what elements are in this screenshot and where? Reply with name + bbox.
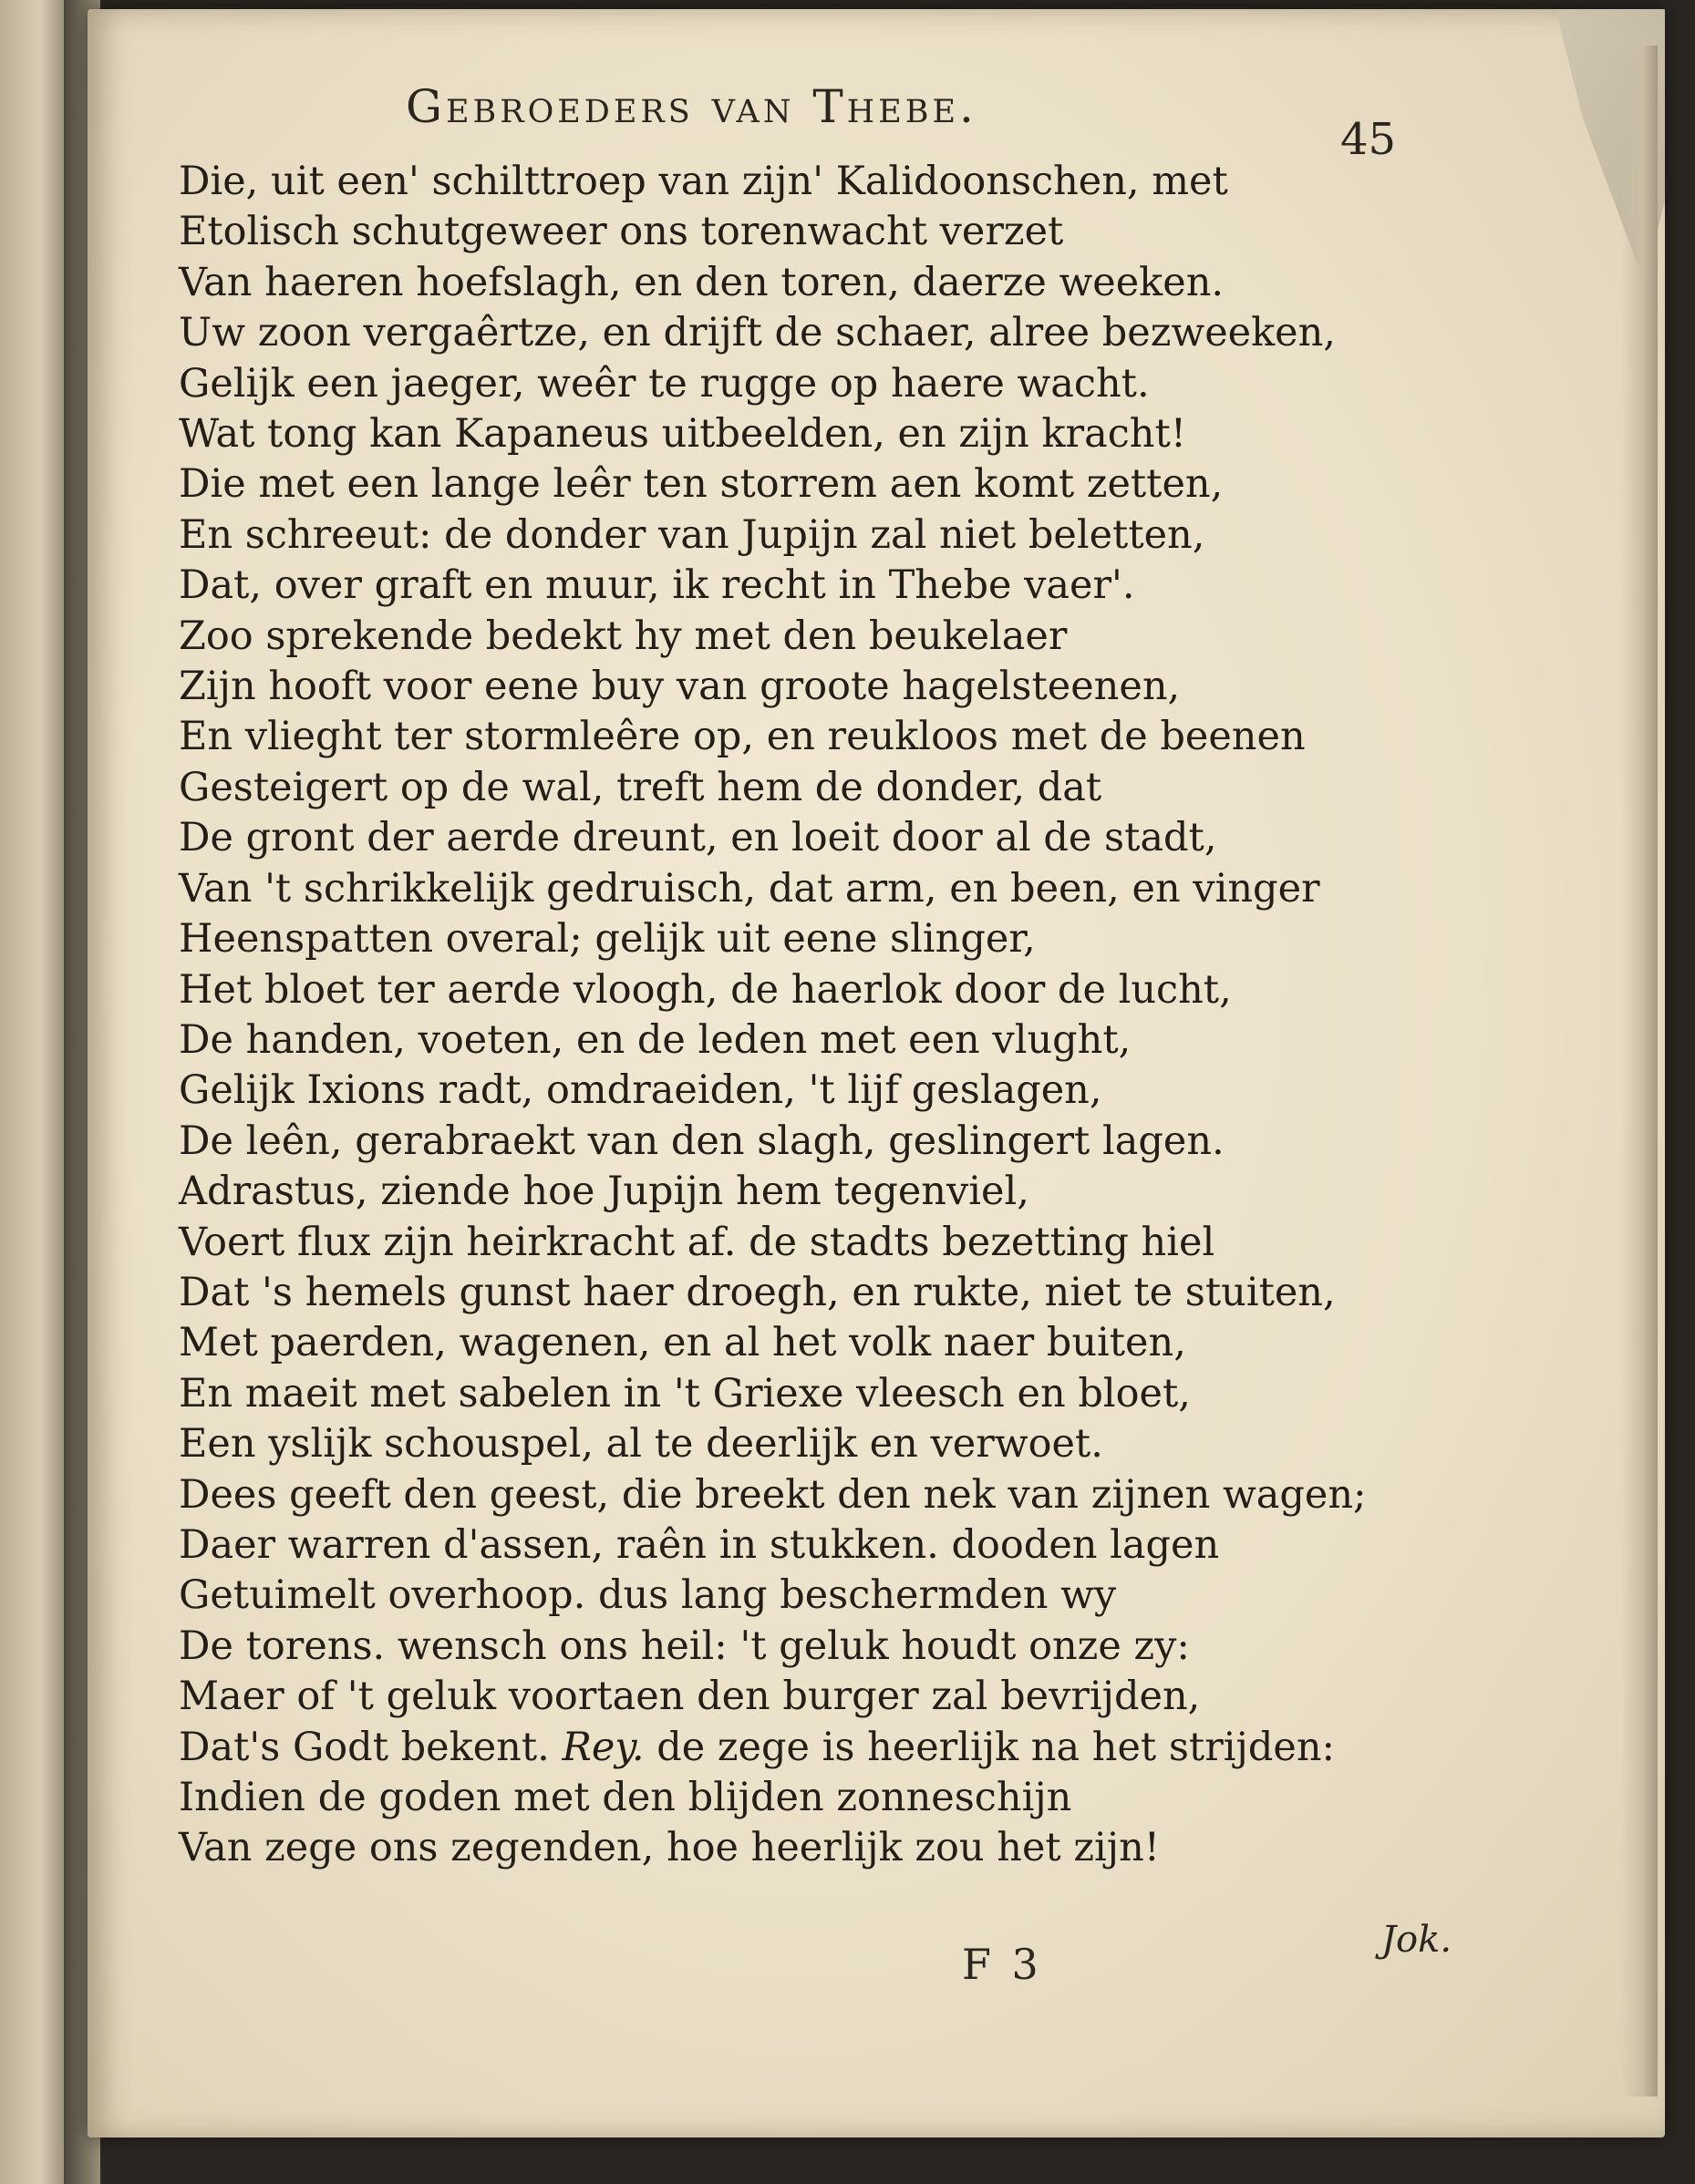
verse-line: Voert flux zijn heirkracht af. de stadts bezetting hiel [179, 1219, 1215, 1265]
verse-line: Een yslijk schouspel, al te deerlijk en verwoet. [179, 1421, 1103, 1468]
verse-line: Wat tong kan Kapaneus uitbeelden, en zijn kracht! [179, 411, 1187, 458]
verse-line: De leên, gerabraekt van den slagh, geslingert lagen. [179, 1118, 1225, 1164]
verse-line: En maeit met sabelen in 't Griexe vleesch en bloet, [179, 1370, 1191, 1417]
verse-line: Etolisch schutgeweer ons torenwacht verzet [179, 209, 1064, 255]
verse-line: Van 't schrikkelijk gedruisch, dat arm, en been, en vinger [179, 865, 1320, 912]
verse-line: Die, uit een' schilttroep van zijn' Kalidoonschen, met [179, 159, 1228, 204]
catchword: Jok. [1381, 1919, 1452, 1961]
verse-line-text: Dat's Godt bekent. [179, 1724, 563, 1770]
verse-line: Indien de goden met den blijden zonneschijn [179, 1775, 1072, 1820]
verse-line: Met paerden, wagenen, en al het volk naer buiten, [179, 1320, 1186, 1366]
verse-line: Gelijk een jaeger, weêr te rugge op haere wacht. [179, 360, 1150, 407]
signature-mark: F 3 [962, 1940, 1042, 1989]
verse-line: Die met een lange leêr ten storrem aen komt zetten, [179, 461, 1224, 508]
verse-line: Dat, over graft en muur, ik recht in Thebe vaer'. [179, 562, 1135, 609]
running-head: Gebroeders van Thebe. [406, 80, 977, 133]
verse-line: En schreeut: de donder van Jupijn zal niet beletten, [179, 511, 1205, 558]
verse-line: Heenspatten overal; gelijk uit eene slinger, [179, 916, 1036, 963]
verse-line: Zoo sprekende bedekt hy met den beukelaer [179, 613, 1068, 659]
verse-line: Uw zoon vergaêrtze, en drijft de schaer, alree bezweeken, [179, 310, 1336, 356]
page-edge-shadow [1621, 46, 1658, 2096]
speaker-label: Rey. [562, 1724, 645, 1770]
verse-line: Maer of 't geluk voortaen den burger zal bevrijden, [179, 1674, 1201, 1720]
verse-text [179, 157, 1483, 1874]
verse-line [179, 1723, 1483, 1773]
verse-line: Dat 's hemels gunst haer droegh, en rukte, niet te stuiten, [179, 1269, 1336, 1315]
verse-line: Van zege ons zegenden, hoe heerlijk zou het zijn! [179, 1825, 1161, 1871]
verse-line: Adrastus, ziende hoe Jupijn hem tegenviel, [179, 1169, 1029, 1215]
verse-line: Daer warren d'assen, raên in stukken. dooden lagen [179, 1521, 1220, 1568]
verse-line: Het bloet ter aerde vloogh, de haerlok door de lucht, [179, 966, 1232, 1013]
verse-line: De handen, voeten, en de leden met een vlught, [179, 1016, 1132, 1063]
verse-line: De torens. wensch ons heil: 't geluk houdt onze zy: [179, 1623, 1190, 1669]
facing-page-edge [0, 0, 71, 2184]
verse-line: Van haeren hoefslagh, en den toren, daerze weeken. [179, 259, 1225, 305]
verse-line: En vlieght ter stormleêre op, en reukloos met de beenen [179, 714, 1306, 760]
verse-line: Dees geeft den geest, die breekt den nek van zijnen wagen; [179, 1471, 1367, 1518]
verse-line: De gront der aerde dreunt, en loeit door al de stadt, [179, 815, 1217, 861]
verse-line: Gesteigert op de wal, treft hem de donder, dat [179, 764, 1102, 810]
verse-line: Getuimelt overhoop. dus lang beschermden wy [179, 1572, 1117, 1619]
verse-line: Zijn hooft voor eene buy van groote hagelsteenen, [179, 664, 1181, 710]
verse-line: Gelijk Ixions radt, omdraeiden, 't lijf geslagen, [179, 1067, 1102, 1114]
verse-line-text: de zege is heerlijk na het strijden: [644, 1724, 1336, 1770]
page-number: 45 [1340, 114, 1397, 165]
